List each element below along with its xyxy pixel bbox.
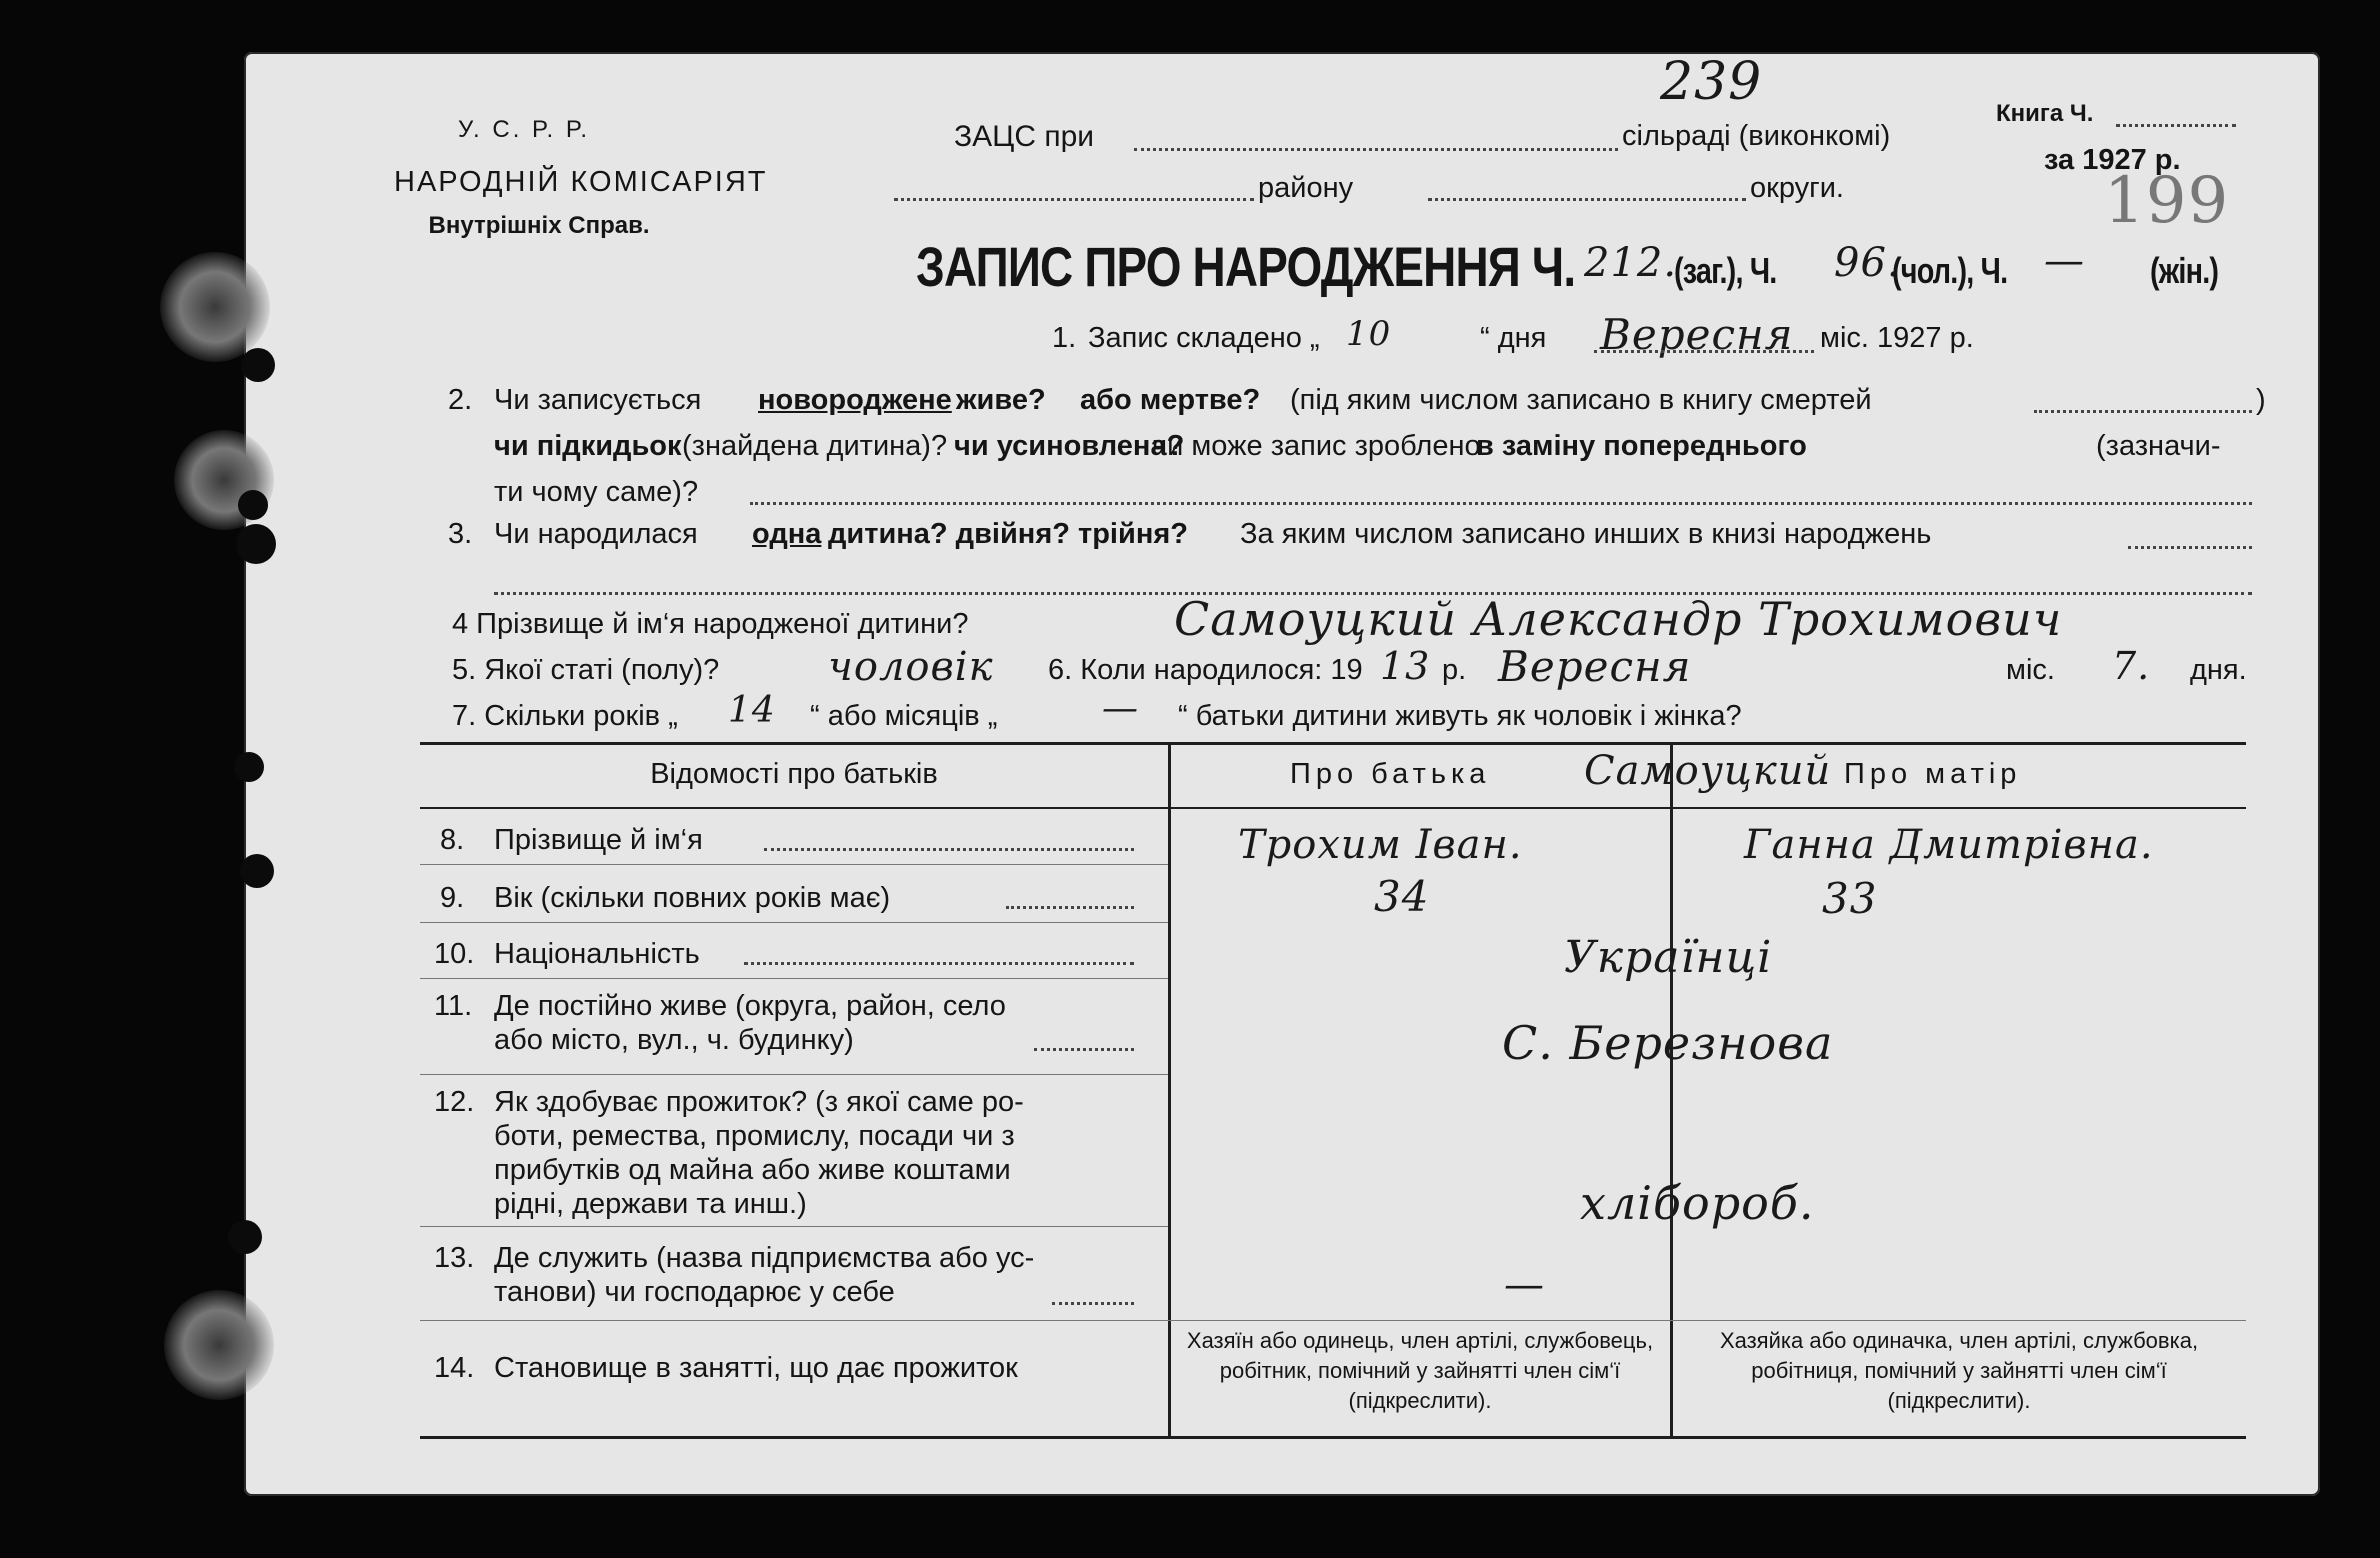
village-council-blank	[1134, 148, 1618, 151]
punch-hole	[238, 490, 268, 520]
ussr-label: У. С. Р. Р.	[457, 116, 590, 143]
line7-text-b: “ або місяців „	[810, 700, 998, 732]
line2-number: 2.	[448, 384, 473, 416]
hw-employer-dash: —	[1504, 1262, 1545, 1308]
row-separator	[420, 922, 1168, 923]
line6-text-b: р.	[1442, 654, 1467, 686]
line2-newborn: новороджене	[758, 384, 952, 416]
line3-twins-triplets: дитина? двійня? трійня?	[828, 518, 1188, 550]
line1-month-blank	[1594, 350, 1814, 353]
table-row-label-line2: танови) чи господарює у себе	[494, 1276, 895, 1308]
table-row-label-line2: боти, ремества, промислу, посади чи з	[494, 1120, 1015, 1152]
table-top-rule	[420, 742, 2246, 745]
punch-hole	[236, 524, 276, 564]
commissariat-label: НАРОДНІЙ КОМІСАРІЯТ	[394, 166, 768, 198]
table-row-number: 13.	[434, 1242, 475, 1274]
table-col-divider-2	[1670, 742, 1673, 1438]
hw-mother-age: 33	[1822, 874, 1878, 923]
record-title: ЗАПИС ПРО НАРОДЖЕННЯ Ч.	[916, 235, 1576, 298]
mother-status-note: Хазяйка або одиначка, член артілі, службовка, робітниця, помічний у зайнятті член сім‘ї (підкреслити).	[1719, 1328, 2199, 1413]
hw-father-age: 34	[1374, 872, 1430, 921]
title-chol: (чол.), Ч.	[1892, 250, 2008, 291]
row-separator	[420, 1226, 1168, 1227]
line1-text-b: “ дня	[1480, 322, 1547, 354]
year-label: за 1927 р.	[2044, 144, 2181, 176]
line6-text-a: 6. Коли народилося: 19	[1048, 654, 1363, 686]
col-header-mother: Про матір	[1844, 758, 2022, 790]
line6-text-d: дня.	[2190, 654, 2247, 686]
hw-month: Вересня	[1600, 310, 1794, 359]
table-row-number: 12.	[434, 1086, 475, 1118]
hw-father-surname: Самоуцкий	[1584, 748, 1832, 794]
row-separator	[420, 1320, 1168, 1321]
okrugy-label: округи.	[1750, 172, 1844, 204]
table-row-label: Прізвище й ім‘я	[494, 824, 703, 856]
line1-text-c: міс. 1927 р.	[1820, 322, 1974, 354]
row-dots	[1052, 1302, 1134, 1305]
line3-text-a: Чи народилася	[494, 518, 698, 550]
row-separator	[1168, 1320, 2246, 1321]
book-label: Книга Ч.	[1996, 100, 2094, 127]
table-bottom-rule	[420, 1436, 2246, 1439]
line7-text-c: “ батьки дитини живуть як чоловік і жінка?	[1178, 700, 1742, 732]
hw-day: 10	[1346, 314, 1392, 354]
table-row-label-line1: Де постійно живе (округа, район, село	[494, 990, 1006, 1022]
hw-birth-month: Вересня	[1498, 642, 1692, 691]
line2b-found-child: (знайдена дитина)?	[682, 430, 948, 462]
line5-text: 5. Якої статі (полу)?	[452, 654, 720, 686]
line3-single: одна	[752, 518, 822, 550]
line1-text-a: Запис складено „	[1088, 322, 1320, 354]
line2b-foundling: чи підкидьок	[494, 430, 682, 462]
col-header-info: Відомості про батьків	[650, 758, 938, 790]
table-row-label-line1: Де служить (назва підприємства або ус-	[494, 1242, 1035, 1274]
line7-text-a: 7. Скільки років „	[452, 700, 678, 732]
line2b-adopted: чи усиновлена?	[954, 430, 1185, 462]
table-row-label: Становище в занятті, що дає прожиток	[494, 1352, 1018, 1384]
line2b-text-d: чи може запис зроблено	[1152, 430, 1481, 462]
table-row-number: 11.	[434, 990, 473, 1022]
department-label: Внутрішніх Справ.	[428, 212, 650, 239]
line2-text-a: Чи записується	[494, 384, 702, 416]
table-header-rule	[420, 807, 2246, 809]
hw-number-male: 96.	[1834, 240, 1901, 286]
table-row-number: 8.	[440, 824, 465, 856]
district-blank	[894, 198, 1254, 201]
line2-text-e: (під яким числом записано в книгу смертей	[1290, 384, 1872, 416]
row-separator	[420, 864, 1168, 865]
okrug-blank	[1428, 198, 1746, 201]
hw-birth-day: 7.	[2112, 644, 2151, 688]
row-separator	[420, 978, 1168, 979]
father-status-note: Хазяїн або одинець, член артілі, службовець, робітник, помічний у зайнятті член сім‘ї (підкреслити).	[1186, 1328, 1654, 1413]
line2c-blank	[750, 502, 2252, 505]
table-row-number: 10.	[434, 938, 475, 970]
table-row-number: 14.	[434, 1352, 475, 1384]
hw-months-together: —	[1102, 688, 1139, 729]
rayonu-label: району	[1258, 172, 1354, 204]
line1-number: 1.	[1052, 322, 1077, 354]
hw-mother-name: Ганна Дмитрівна.	[1744, 822, 2154, 868]
hw-number-general: 212.	[1584, 240, 1678, 286]
hw-occupation: хлібороб.	[1580, 1176, 1815, 1230]
hw-father-name: Трохим Іван.	[1238, 822, 1523, 868]
row-dots	[764, 848, 1134, 851]
table-row-label: Національність	[494, 938, 700, 970]
line2c-text: ти чому саме)?	[494, 476, 699, 508]
table-row-label-line2: або місто, вул., ч. будинку)	[494, 1024, 854, 1056]
line3-number: 3.	[448, 518, 473, 550]
hw-residence: С. Березнова	[1502, 1016, 1834, 1070]
hw-sex: чоловік	[828, 644, 994, 690]
hw-nationality: Українці	[1564, 932, 1773, 983]
line4-text: 4 Прізвище й ім‘я народженої дитини?	[452, 608, 969, 640]
punch-hole-smudge	[164, 1290, 274, 1400]
hw-child-name: Самоуцкий Александр Трохимович	[1174, 592, 2063, 646]
hw-number-female: —	[2044, 238, 2085, 284]
row-dots	[1034, 1048, 1134, 1051]
zags-label: ЗАЦС при	[954, 120, 1095, 153]
punch-hole	[228, 1220, 262, 1254]
punch-hole-smudge	[160, 252, 270, 362]
table-row-label-line4: рідні, держави та инш.)	[494, 1188, 807, 1220]
row-dots	[744, 962, 1134, 965]
punch-hole	[234, 752, 264, 782]
line2-end: )	[2256, 384, 2266, 416]
title-zag: (заг.), Ч.	[1674, 250, 1777, 291]
hw-years-together: 14	[728, 690, 776, 731]
line2b-replacement: в заміну попереднього	[1476, 430, 1807, 462]
table-col-divider-1	[1168, 742, 1171, 1438]
row-dots	[1006, 906, 1134, 909]
line2-death-book-blank	[2034, 410, 2252, 413]
line6-text-c: міс.	[2006, 654, 2055, 686]
table-row-label-line1: Як здобуває прожиток? (з якої саме ро-	[494, 1086, 1024, 1118]
hw-side-number: 199	[2104, 164, 2230, 238]
line2b-text-f: (зазначи-	[2096, 430, 2221, 462]
hw-birth-year: 13	[1380, 644, 1431, 688]
table-row-number: 9.	[440, 882, 465, 914]
line3-blank	[2128, 546, 2252, 549]
punch-hole	[241, 348, 275, 382]
silradi-label: сільраді (виконкомі)	[1622, 120, 1891, 152]
table-row-label-line3: прибутків од майна або живе коштами	[494, 1154, 1011, 1186]
line2-dead: або мертве?	[1080, 384, 1261, 416]
table-row-label: Вік (скільки повних років має)	[494, 882, 891, 914]
row-separator	[420, 1074, 1168, 1075]
line2-alive: живе?	[956, 384, 1046, 416]
line3-text-d: За яким числом записано инших в книзі народжень	[1240, 518, 1932, 550]
hw-top-number: 239	[1660, 52, 1763, 112]
birth-record-card	[244, 52, 2320, 1496]
title-zhin: (жін.)	[2150, 250, 2219, 291]
col-header-father: Про батька	[1290, 758, 1491, 790]
punch-hole	[240, 854, 274, 888]
book-blank	[2116, 124, 2236, 127]
